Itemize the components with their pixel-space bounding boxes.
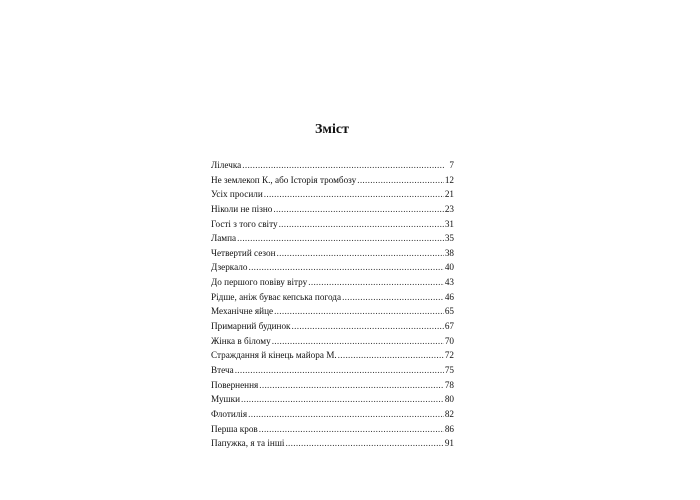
toc-page-number: 78	[444, 379, 454, 390]
toc-entry	[211, 319, 454, 334]
toc-page-number: 46	[444, 291, 454, 302]
toc-entry	[211, 217, 454, 232]
toc-leader-dots	[272, 334, 444, 349]
toc-entry-title: Повернення	[211, 379, 259, 390]
toc-leader-dots	[259, 378, 444, 393]
toc-page-number: 21	[444, 189, 454, 200]
toc-leader-dots	[357, 173, 444, 188]
toc-entry	[211, 436, 454, 451]
toc-leader-dots	[235, 363, 444, 378]
toc-entry	[211, 407, 454, 422]
toc-entry	[211, 422, 454, 437]
toc-entry-title: Втеча	[211, 364, 234, 375]
toc-entry-title: Усіх просили	[211, 189, 263, 200]
toc-page-number: 38	[444, 247, 454, 258]
toc-page-number: 80	[444, 394, 454, 405]
toc-page-number: 43	[444, 277, 454, 288]
toc-entry-title: Лампа	[211, 233, 237, 244]
toc-entry-title: Лілечка	[211, 160, 242, 170]
toc-leader-dots	[273, 202, 443, 217]
toc-entry	[211, 334, 454, 349]
toc-list	[211, 158, 454, 451]
toc-leader-dots	[274, 304, 444, 319]
toc-entry	[211, 275, 454, 290]
toc-entry-title: Рідше, аніж буває кепська погода	[211, 291, 342, 302]
toc-entry-title: Мушки	[211, 394, 240, 405]
toc-leader-dots	[338, 348, 444, 363]
toc-entry	[211, 378, 454, 393]
toc-page-number: 40	[444, 262, 454, 273]
toc-page-number: 23	[444, 203, 454, 214]
toc-page-number: 65	[444, 306, 454, 317]
toc-entry-title: Жінка в білому	[211, 335, 271, 346]
toc-entry	[211, 246, 454, 261]
toc-entry-title: Дзеркало	[211, 262, 248, 273]
toc-entry	[211, 392, 454, 407]
toc-page-number: 70	[444, 335, 454, 346]
toc-leader-dots	[342, 290, 444, 305]
toc-entry-title: Страждання й кінець майора М.	[211, 350, 337, 361]
toc-leader-dots	[248, 260, 443, 275]
toc-entry-title: Ніколи не пізно	[211, 203, 273, 214]
toc-entry-title: Гості з того світу	[211, 218, 278, 229]
toc-page-number: 7	[449, 160, 454, 170]
toc-entry	[211, 173, 454, 188]
toc-entry-title: Перша кров	[211, 423, 258, 434]
toc-leader-dots	[237, 231, 444, 246]
toc-page-number: 31	[444, 218, 454, 229]
toc-page-number: 35	[444, 233, 454, 244]
toc-page-number: 72	[444, 350, 454, 361]
toc-page-number: 86	[444, 423, 454, 434]
toc-entry	[211, 260, 454, 275]
toc-entry	[211, 231, 454, 246]
toc-entry	[211, 304, 454, 319]
toc-entry	[211, 187, 454, 202]
toc-leader-dots	[279, 217, 444, 232]
toc-heading: Зміст	[315, 122, 349, 137]
toc-entry-title: Флотилія	[211, 408, 248, 419]
toc-page-number: 91	[444, 438, 454, 449]
toc-page-number: 67	[444, 321, 454, 332]
toc-entry	[211, 158, 454, 173]
toc-entry-title: Четвертий сезон	[211, 247, 276, 258]
toc-leader-dots	[242, 158, 445, 173]
toc-entry-title: Примарний будинок	[211, 321, 291, 332]
toc-leader-dots	[259, 422, 444, 437]
toc-page-number: 82	[444, 408, 454, 419]
toc-entry-title: Папужка, я та інші	[211, 438, 285, 449]
toc-entry	[211, 363, 454, 378]
toc-entry-title: До першого повіву вітру	[211, 277, 308, 288]
toc-entry-title: Не землекоп К., або Історія тромбозу	[211, 174, 357, 185]
toc-page-number: 12	[444, 174, 454, 185]
toc-page-number: 75	[444, 364, 454, 375]
toc-leader-dots	[285, 436, 443, 451]
toc-entry-title: Механічне яйце	[211, 306, 274, 317]
toc-leader-dots	[264, 187, 444, 202]
toc-leader-dots	[241, 392, 444, 407]
toc-leader-dots	[308, 275, 444, 290]
toc-entry	[211, 202, 454, 217]
toc-leader-dots	[248, 407, 444, 422]
toc-leader-dots	[292, 319, 444, 334]
toc-entry	[211, 290, 454, 305]
toc-entry	[211, 348, 454, 363]
toc-leader-dots	[277, 246, 444, 261]
